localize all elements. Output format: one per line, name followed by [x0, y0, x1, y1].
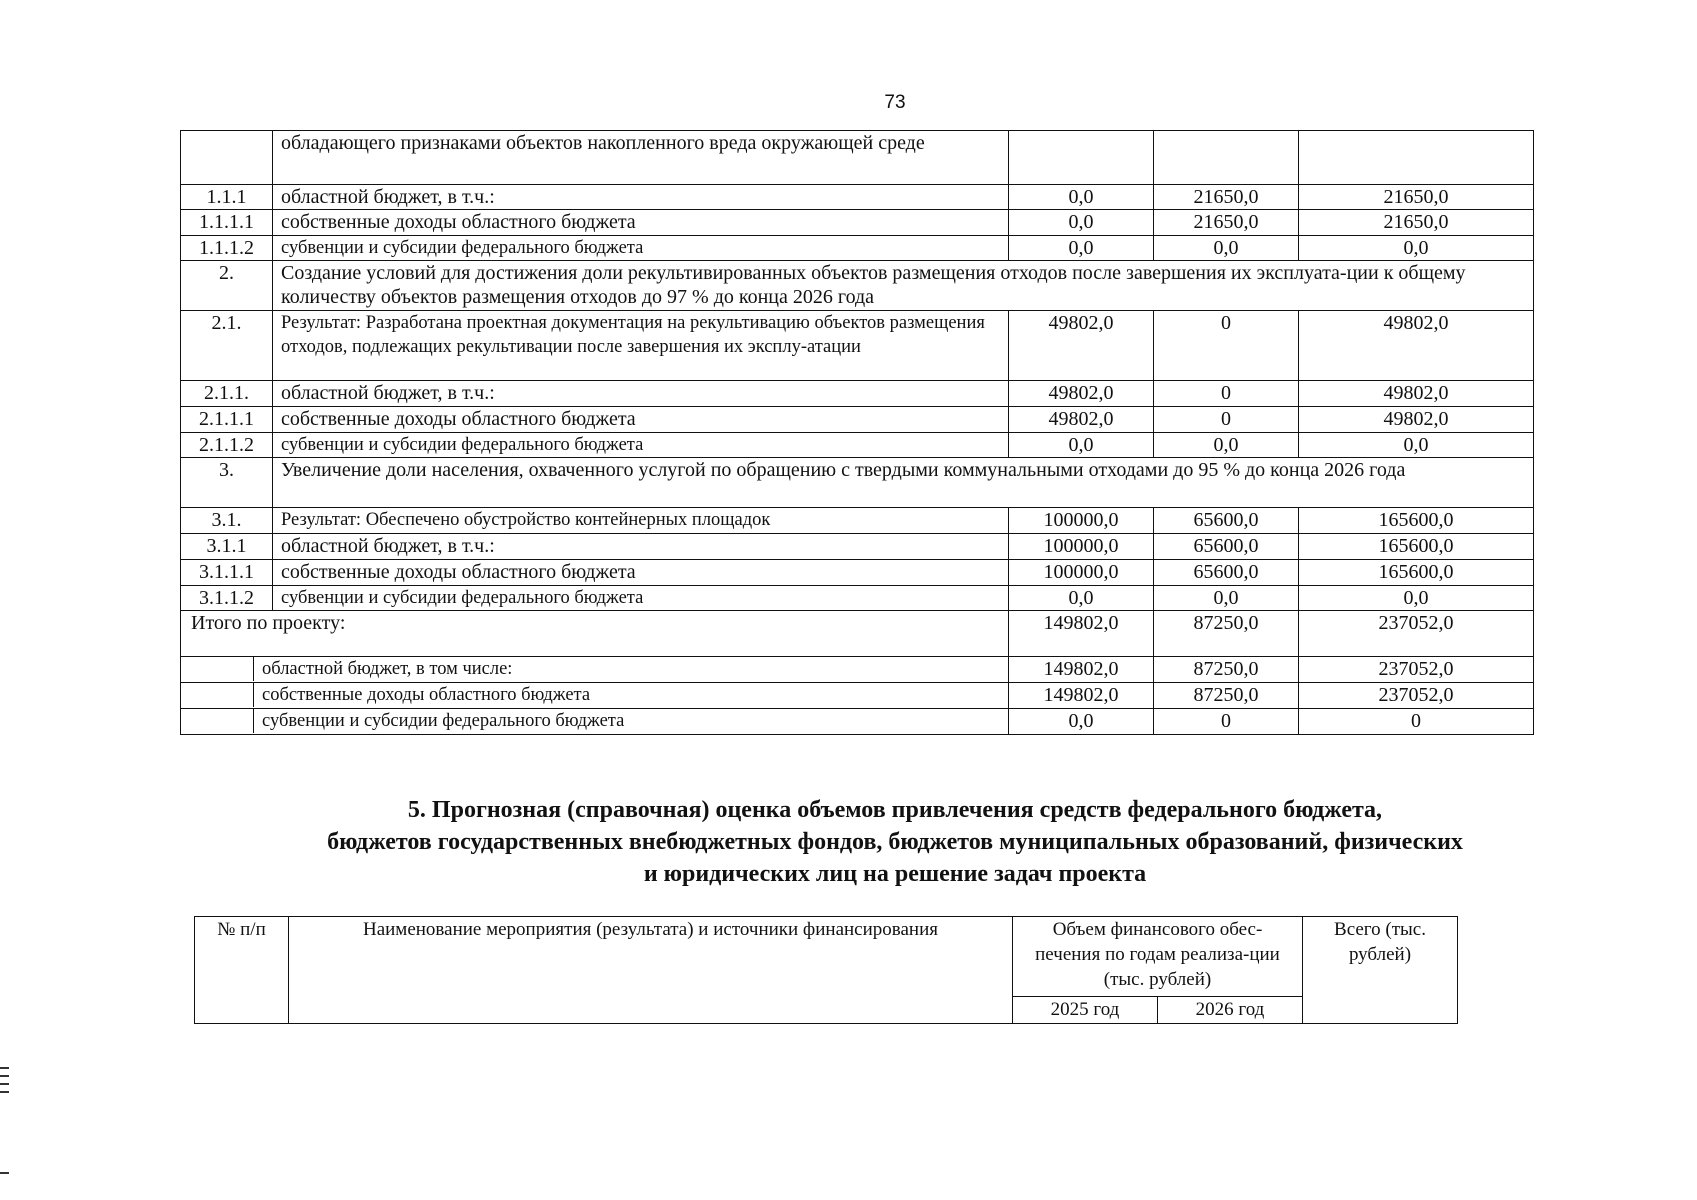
value-2026-cell: 87250,0: [1154, 657, 1299, 683]
total-cell: 237052,0: [1299, 683, 1534, 709]
heading-line: и юридических лиц на решение задач проекта: [643, 861, 1147, 887]
value-2026-cell: 0,0: [1154, 586, 1299, 611]
name-cell: субвенции и субсидии федерального бюджета: [273, 236, 1009, 261]
value-cell: [1009, 131, 1154, 185]
margin-mark: [0, 1172, 9, 1174]
name-text: областной бюджет, в том числе:: [262, 659, 513, 679]
table-row: [181, 683, 1534, 709]
table-row: [181, 534, 1534, 560]
name-cell: собственные доходы областного бюджета: [273, 210, 1009, 236]
table-row: [181, 433, 1534, 458]
value-2025-cell: 49802,0: [1009, 381, 1154, 407]
name-text: субвенции и субсидии федерального бюджета: [262, 711, 625, 731]
value-2025-cell: 149802,0: [1009, 683, 1154, 709]
value-2026-cell: 21650,0: [1154, 185, 1299, 210]
forecast-table: [194, 916, 1458, 1024]
name-cell: субвенции и субсидии федерального бюджета: [273, 586, 1009, 611]
value-2026-cell: 0: [1154, 407, 1299, 433]
header-funding: Объем финансового обес-печения по годам реализа-ции (тыс. рублей): [1013, 917, 1303, 997]
margin-mark: [0, 1075, 9, 1077]
table-row: [181, 131, 1534, 185]
value-2026-cell: 87250,0: [1154, 611, 1299, 657]
number-cell: 2.: [181, 261, 273, 311]
value-2025-cell: 0,0: [1009, 210, 1154, 236]
section-title-cell: Увеличение доли населения, охваченного услугой по обращению с твердыми коммунальными отходами до 95 % до конца 2026 года: [273, 458, 1534, 508]
value-2026-cell: 21650,0: [1154, 210, 1299, 236]
number-cell: 3.1.: [181, 508, 273, 534]
table-row: [181, 185, 1534, 210]
empty-cell: [181, 657, 254, 681]
number-cell: 1.1.1.1: [181, 210, 273, 236]
name-cell: областной бюджет, в т.ч.:: [273, 185, 1009, 210]
header-total: Всего (тыс. рублей): [1303, 917, 1458, 1024]
value-2025-cell: 49802,0: [1009, 311, 1154, 381]
header-num: № п/п: [195, 917, 289, 1024]
total-cell: 165600,0: [1299, 560, 1534, 586]
heading-line: бюджетов государственных внебюджетных фондов, бюджетов муниципальных образований, физических: [327, 829, 1463, 855]
section-heading: [0, 794, 1697, 890]
name-cell: обладающего признаками объектов накопленного вреда окружающей среде: [273, 131, 1009, 185]
section-row: [181, 261, 1534, 311]
table-row: [181, 709, 1534, 735]
name-cell: собственные доходы областного бюджета: [273, 560, 1009, 586]
value-2025-cell: 149802,0: [1009, 611, 1154, 657]
number-cell: 3.1.1.2: [181, 586, 273, 611]
total-label-cell: Итого по проекту:: [181, 611, 1009, 657]
value-2026-cell: 0,0: [1154, 236, 1299, 261]
header-year-2026: 2026 год: [1158, 997, 1303, 1024]
heading-line: 5. Прогнозная (справочная) оценка объемов привлечения средств федерального бюджета,: [407, 797, 1383, 823]
table-row: [181, 560, 1534, 586]
number-cell: 3.: [181, 458, 273, 508]
number-cell: 1.1.1: [181, 185, 273, 210]
name-cell: Результат: Обеспечено обустройство контейнерных площадок: [273, 508, 1009, 534]
value-2026-cell: 65600,0: [1154, 508, 1299, 534]
value-2025-cell: 100000,0: [1009, 534, 1154, 560]
empty-cell: [181, 709, 254, 733]
number-cell: 2.1.: [181, 311, 273, 381]
value-2026-cell: 0: [1154, 381, 1299, 407]
value-cell: [1154, 131, 1299, 185]
total-cell: 0: [1299, 709, 1534, 735]
name-text: собственные доходы областного бюджета: [262, 685, 591, 705]
value-2025-cell: 0,0: [1009, 586, 1154, 611]
name-cell: Результат: Разработана проектная документация на рекультивацию объектов размещения отходов, подлежащих рекультивации после завершения их эксплу-атации: [273, 311, 1009, 381]
section-row: [181, 458, 1534, 508]
name-cell: субвенции и субсидии федерального бюджета: [273, 433, 1009, 458]
name-cell: [181, 709, 1009, 735]
value-2025-cell: 100000,0: [1009, 508, 1154, 534]
value-2025-cell: 49802,0: [1009, 407, 1154, 433]
value-2025-cell: 0,0: [1009, 185, 1154, 210]
table-row: [181, 508, 1534, 534]
total-cell: 49802,0: [1299, 407, 1534, 433]
name-cell: [181, 657, 1009, 683]
total-cell: 21650,0: [1299, 185, 1534, 210]
value-2025-cell: 0,0: [1009, 236, 1154, 261]
header-name: Наименование мероприятия (результата) и источники финансирования: [289, 917, 1013, 1024]
value-2025-cell: 0,0: [1009, 433, 1154, 458]
empty-cell: [181, 683, 254, 707]
section-title-cell: Создание условий для достижения доли рекультивированных объектов размещения отходов после завершения их эксплуата-ции к общему количеству объектов размещения отходов до 97 % до конца 2026 года: [273, 261, 1534, 311]
total-cell: 0,0: [1299, 433, 1534, 458]
total-cell: 49802,0: [1299, 381, 1534, 407]
number-cell: 2.1.1.1: [181, 407, 273, 433]
table-row: [181, 236, 1534, 261]
value-2026-cell: 0: [1154, 311, 1299, 381]
value-2026-cell: 0,0: [1154, 433, 1299, 458]
total-row: [181, 611, 1534, 657]
table-row: [181, 657, 1534, 683]
total-cell: 237052,0: [1299, 657, 1534, 683]
number-cell: 2.1.1.2: [181, 433, 273, 458]
margin-mark: [0, 1091, 9, 1093]
name-cell: [181, 683, 1009, 709]
margin-mark: [0, 1083, 9, 1085]
value-2026-cell: 0: [1154, 709, 1299, 735]
value-cell: [1299, 131, 1534, 185]
name-cell: собственные доходы областного бюджета: [273, 407, 1009, 433]
value-2026-cell: 65600,0: [1154, 560, 1299, 586]
total-cell: 0,0: [1299, 236, 1534, 261]
value-2025-cell: 100000,0: [1009, 560, 1154, 586]
value-2026-cell: 87250,0: [1154, 683, 1299, 709]
name-cell: областной бюджет, в т.ч.:: [273, 534, 1009, 560]
number-cell: 3.1.1: [181, 534, 273, 560]
number-cell: [181, 131, 273, 185]
total-cell: 0,0: [1299, 586, 1534, 611]
number-cell: 1.1.1.2: [181, 236, 273, 261]
name-cell: областной бюджет, в т.ч.:: [273, 381, 1009, 407]
table-row: [181, 407, 1534, 433]
value-2026-cell: 65600,0: [1154, 534, 1299, 560]
table-row: [181, 210, 1534, 236]
page-number: 73: [884, 92, 906, 113]
total-cell: 49802,0: [1299, 311, 1534, 381]
margin-mark: [0, 1067, 9, 1069]
total-cell: 165600,0: [1299, 508, 1534, 534]
number-cell: 3.1.1.1: [181, 560, 273, 586]
number-cell: 2.1.1.: [181, 381, 273, 407]
table-row: [181, 586, 1534, 611]
table-row: [181, 381, 1534, 407]
total-cell: 237052,0: [1299, 611, 1534, 657]
table-row: [181, 311, 1534, 381]
total-cell: 21650,0: [1299, 210, 1534, 236]
value-2025-cell: 149802,0: [1009, 657, 1154, 683]
financing-table: [180, 130, 1534, 735]
header-year-2025: 2025 год: [1013, 997, 1158, 1024]
total-cell: 165600,0: [1299, 534, 1534, 560]
value-2025-cell: 0,0: [1009, 709, 1154, 735]
